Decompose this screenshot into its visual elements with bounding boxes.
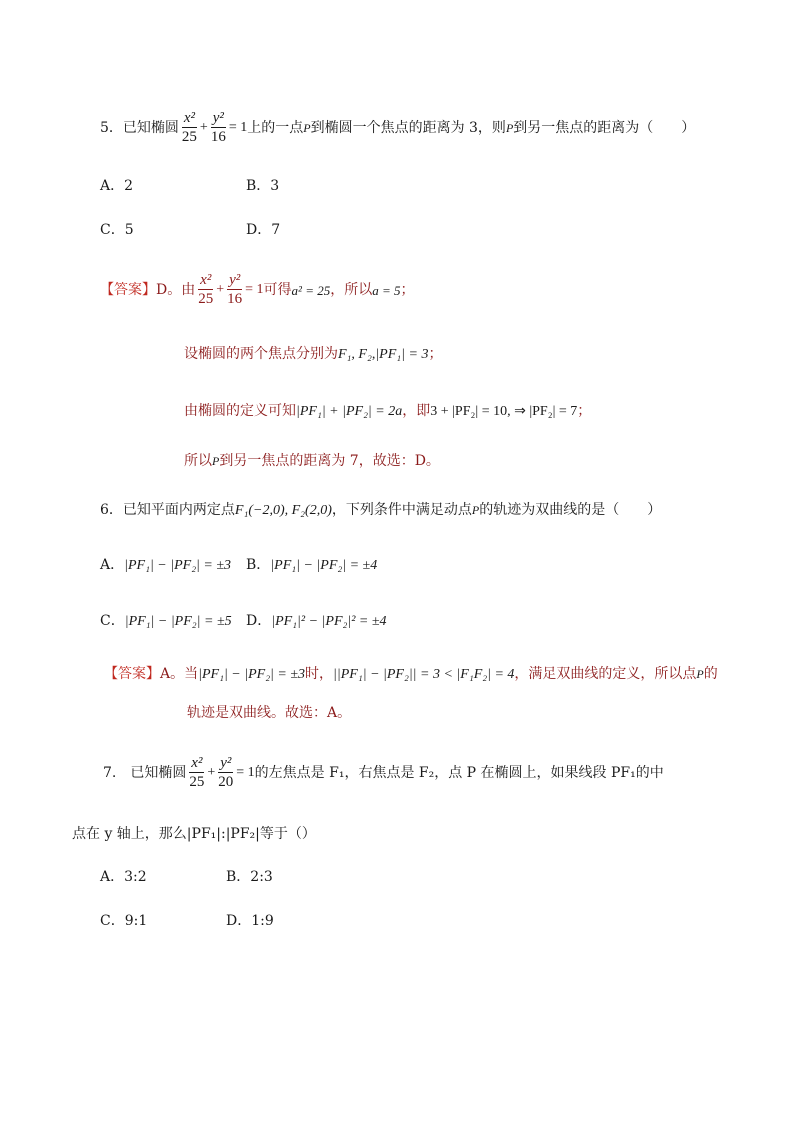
answer-tag: 【答案】 xyxy=(100,282,156,298)
a6-math-condition: |PF₁| − |PF₂| = ±3 xyxy=(198,667,306,682)
q5-point-p1: P xyxy=(303,121,311,135)
a5-line-2: 设椭圆的两个焦点分别为 F₁, F₂,|PF₁| = 3 ； xyxy=(184,346,443,362)
a5-fraction-y: $\frac{\text{y²}}{16}$ xyxy=(227,272,243,307)
a6-line-2: 轨迹是双曲线。故选：A。 xyxy=(187,705,352,721)
q7-option-c: C．9:1 xyxy=(100,913,148,929)
q6-option-d: D．|PF₁|² − |PF₂|² = ±4 xyxy=(246,613,387,629)
q5-fraction-y: $\frac{\text{y²}}{16}$ xyxy=(210,110,226,145)
q6-math-points: F₁(−2,0), F₂(2,0) xyxy=(234,503,332,518)
q6-option-b: B．|PF₁| − |PF₂| = ±4 xyxy=(246,557,378,573)
q7-stem: 7. 已知椭圆 $\frac{\text{x²}}{25}$ + $\frac{\text{y²}}{20}$ = 1 的左焦点是 F₁，右焦点是 F₂，点 P 在椭圆上，如果线段 PF₁的中 xyxy=(103,755,664,790)
q5-equals: = 1 xyxy=(228,120,248,135)
q5-option-c: C．5 xyxy=(100,222,134,238)
q5-fraction-x: $\frac{\text{x²}}{25}$ xyxy=(181,110,197,145)
q6-option-c: C．|PF₁| − |PF₂| = ±5 xyxy=(100,613,232,629)
q7-stem-line-2: 点在 y 轴上，那么|PF₁|:|PF₂|等于（） xyxy=(72,826,316,842)
a5-fraction-x: $\frac{\text{x²}}{25}$ xyxy=(198,272,214,307)
a5-math-foci: F₁, F₂,|PF₁| = 3 xyxy=(338,347,429,362)
q5-option-a: A．2 xyxy=(100,178,134,194)
a5-line-3: 由椭圆的定义可知 |PF₁| + |PF₂| = 2a ，即 3 + |PF₂| = 10, ⇒ |PF₂| = 7 ； xyxy=(184,403,592,419)
a6-math-inequality: ||PF₁| − |PF₂|| = 3 < |F₁F₂| = 4 xyxy=(333,667,515,682)
q7-option-d: D．1:9 xyxy=(226,913,274,929)
q5-mid2: 到椭圆一个焦点的距离为 3，则 xyxy=(310,120,506,136)
a5-line-4: 所以 P 到另一焦点的距离为 7，故选：D。 xyxy=(184,453,440,469)
answer-tag: 【答案】 xyxy=(104,666,160,682)
q5-suffix: 到另一焦点的距离为（ ） xyxy=(513,120,696,136)
a5-math-definition: |PF₁| + |PF₂| = 2a xyxy=(296,404,403,419)
a5-math-result: 3 + |PF₂| = 10, ⇒ |PF₂| = 7 xyxy=(430,404,578,419)
q5-prefix: 5．已知椭圆 xyxy=(100,120,179,136)
q7-option-b: B．2:3 xyxy=(226,869,273,885)
a5-line-1: 【答案】 D。由 $\frac{\text{x²}}{25}$ + $\frac{\text{y²}}{16}$ = 1 可得 a² = 25 ，所以 a = 5 ； xyxy=(100,272,415,307)
q5-option-b: B．3 xyxy=(246,178,280,194)
q6-stem: 6．已知平面内两定点 F₁(−2,0), F₂(2,0) ，下列条件中满足动点 P 的轨迹为双曲线的是（ ） xyxy=(100,502,662,518)
a5-math-a: a = 5 xyxy=(372,282,401,298)
q7-fraction-y: $\frac{\text{y²}}{20}$ xyxy=(218,755,234,790)
a5-math-a-squared: a² = 25 xyxy=(291,282,331,298)
q5-option-d: D．7 xyxy=(246,222,281,238)
q7-fraction-x: $\frac{\text{x²}}{25}$ xyxy=(189,755,205,790)
q5-stem: 5．已知椭圆 $\frac{\text{x²}}{25}$ + $\frac{\text{y²}}{16}$ = 1 上的一点 P 到椭圆一个焦点的距离为 3，则 P 到另一焦点的距离为（ ） xyxy=(100,110,696,145)
a6-line-1: 【答案】 A。当 |PF₁| − |PF₂| = ±3 时， ||PF₁| − |PF₂|| = 3 < |F₁F₂| = 4 ，满足双曲线的定义，所以点 P 的 xyxy=(104,666,718,682)
q6-option-a: A．|PF₁| − |PF₂| = ±3 xyxy=(100,557,232,573)
q7-option-a: A．3:2 xyxy=(100,869,147,885)
q5-point-p2: P xyxy=(505,121,514,135)
q5-mid: 上的一点 xyxy=(247,120,304,136)
